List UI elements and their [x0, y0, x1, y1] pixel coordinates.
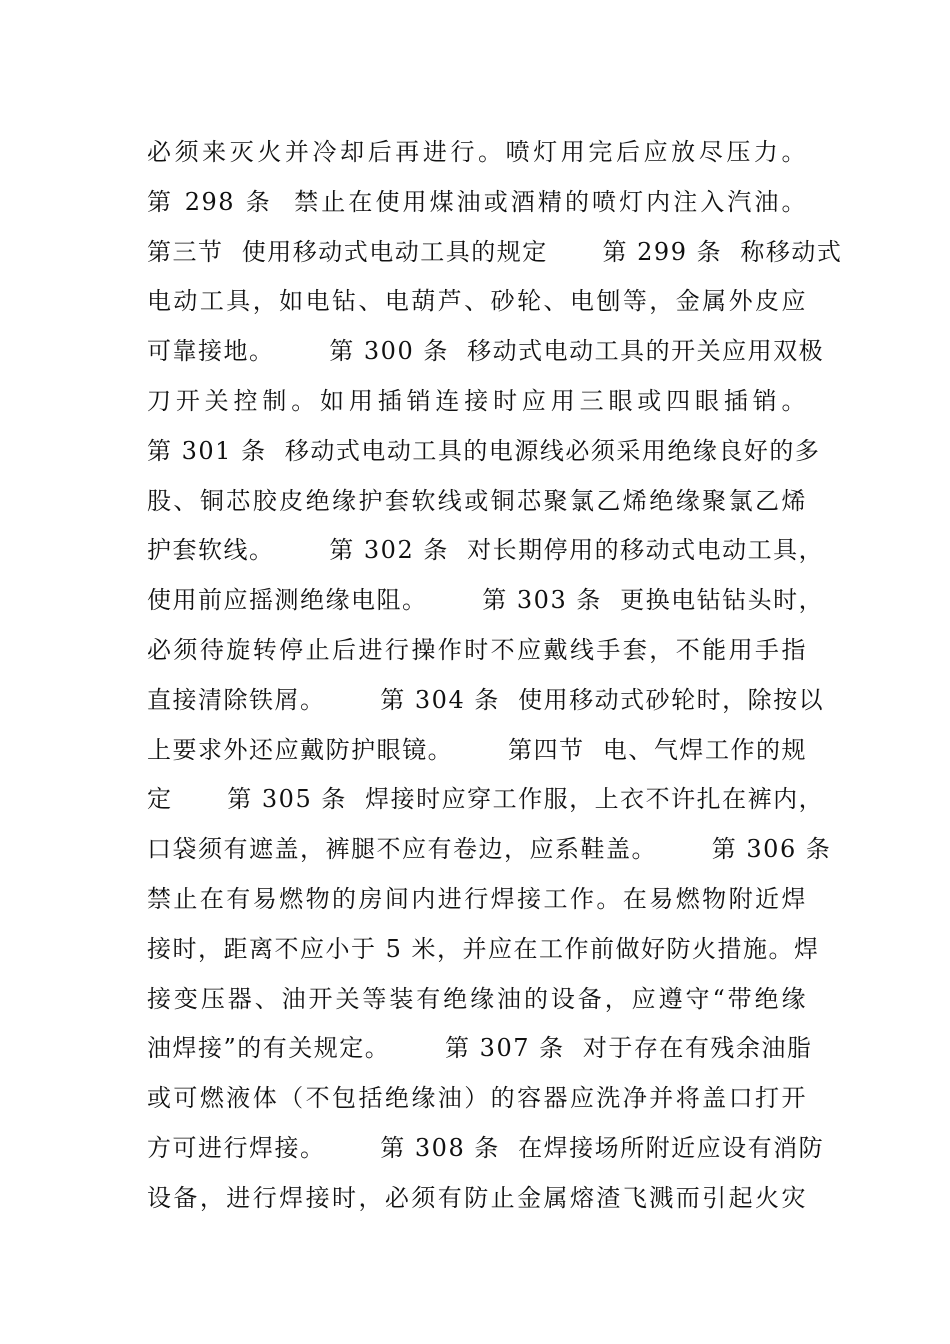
- text-line: 接变压器、油开关等装有绝缘油的设备，应遵守“带绝缘: [147, 984, 807, 1013]
- text-line: 接时，距离不应小于 5 米，并应在工作前做好防火措施。焊: [147, 934, 820, 963]
- text-line: 口袋须有遮盖，裤腿不应有卷边，应系鞋盖。 第 306 条: [147, 835, 832, 864]
- text-line: 方可进行焊接。 第 308 条 在焊接场所附近应设有消防: [147, 1133, 825, 1162]
- body-text: [147, 128, 843, 1224]
- text-line: 刀开关控制。如用插销连接时应用三眼或四眼插销。: [147, 386, 807, 415]
- text-line: 使用前应摇测绝缘电阻。 第 303 条 更换电钻钻头时，: [147, 586, 825, 615]
- text-line: 禁止在有易燃物的房间内进行焊接工作。在易燃物附近焊: [147, 884, 807, 913]
- text-line: 第三节 使用移动式电动工具的规定 第 299 条 称移动式: [147, 237, 843, 266]
- text-line: 第 301 条 移动式电动工具的电源线必须采用绝缘良好的多: [147, 436, 821, 465]
- text-line: 设备，进行焊接时，必须有防止金属熔渣飞溅而引起火灾: [147, 1183, 807, 1212]
- text-line: 必须来灭火并冷却后再进行。喷灯用完后应放尽压力。: [147, 138, 807, 166]
- text-line: 护套软线。 第 302 条 对长期停用的移动式电动工具，: [147, 536, 825, 565]
- text-line: 必须待旋转停止后进行操作时不应戴线手套，不能用手指: [147, 635, 807, 664]
- text-line: 可靠接地。 第 300 条 移动式电动工具的开关应用双极: [147, 337, 825, 366]
- text-line: 股、铜芯胶皮绝缘护套软线或铜芯聚氯乙烯绝缘聚氯乙烯: [147, 486, 807, 515]
- text-line: 第 298 条 禁止在使用煤油或酒精的喷灯内注入汽油。: [147, 187, 807, 216]
- text-line: 上要求外还应戴防护眼镜。 第四节 电、气焊工作的规: [147, 735, 807, 764]
- text-line: 定 第 305 条 焊接时应穿工作服，上衣不许扎在裤内，: [147, 785, 825, 814]
- text-line: 或可燃液体（不包括绝缘油）的容器应洗净并将盖口打开: [147, 1084, 807, 1113]
- text-line: 电动工具，如电钻、电葫芦、砂轮、电刨等，金属外皮应: [147, 287, 807, 316]
- text-line: 油焊接”的有关规定。 第 307 条 对于存在有残余油脂: [147, 1034, 813, 1063]
- text-line: 直接清除铁屑。 第 304 条 使用移动式砂轮时，除按以: [147, 685, 825, 714]
